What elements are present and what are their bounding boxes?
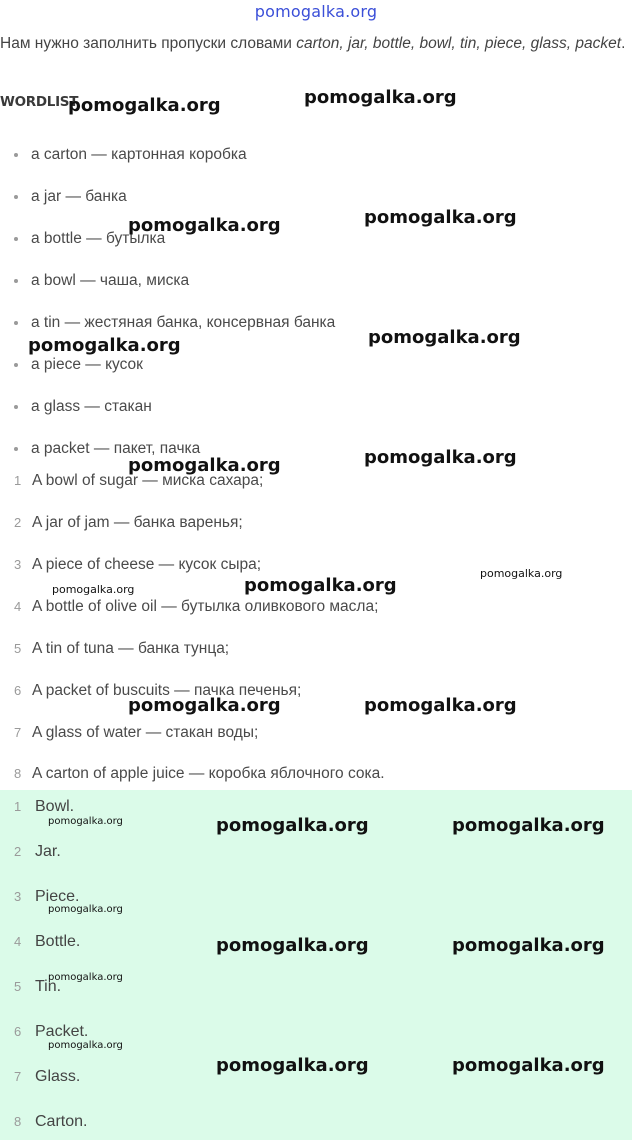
answer-text: Packet. (35, 1023, 89, 1040)
answer-number: 8 (14, 1114, 22, 1129)
answers-panel (0, 790, 632, 1140)
phrase-item (14, 556, 261, 574)
intro-text: Нам нужно заполнить пропуски словами (0, 35, 297, 52)
bullet-icon (14, 321, 18, 325)
watermark: pomogalka.org (28, 335, 181, 356)
phrase-item (14, 598, 378, 616)
site-logo[interactable]: pomogalka.org (254, 2, 378, 21)
bullet-icon (14, 363, 18, 367)
answer-item (14, 1113, 87, 1131)
task-intro (0, 28, 628, 60)
bullet-icon (14, 153, 18, 157)
phrase-text: A carton of apple juice — коробка яблочного сока. (32, 765, 385, 782)
phrase-item (14, 765, 385, 783)
answer-item (14, 798, 74, 816)
phrase-text: A tin of tuna — банка тунца; (32, 640, 230, 657)
list-item (14, 146, 247, 164)
watermark: pomogalka.org (48, 1040, 123, 1051)
list-item (14, 272, 189, 290)
watermark: pomogalka.org (244, 575, 397, 596)
answer-item (14, 1068, 80, 1086)
watermark: pomogalka.org (128, 215, 281, 236)
phrase-number: 1 (14, 473, 22, 488)
phrase-text: A piece of cheese — кусок сыра; (32, 556, 262, 573)
answer-text: Jar. (35, 843, 61, 860)
phrase-text: A jar of jam — банка варенья; (32, 514, 243, 531)
list-item (14, 188, 127, 206)
answer-number: 6 (14, 1024, 22, 1039)
answer-number: 1 (14, 799, 22, 814)
watermark: pomogalka.org (452, 1055, 605, 1076)
phrase-number: 7 (14, 725, 22, 740)
phrase-item (14, 514, 243, 532)
bullet-icon (14, 447, 18, 451)
answer-item (14, 843, 61, 861)
watermark: pomogalka.org (216, 935, 369, 956)
bullet-icon (14, 405, 18, 409)
watermark: pomogalka.org (364, 207, 517, 228)
phrase-item (14, 640, 229, 658)
answer-text: Bowl. (35, 798, 75, 815)
watermark: pomogalka.org (68, 95, 221, 116)
watermark: pomogalka.org (48, 904, 123, 915)
list-item-text: a carton — картонная коробка (31, 146, 247, 163)
bullet-icon (14, 195, 18, 199)
phrase-number: 8 (14, 766, 22, 781)
answer-text: Glass. (35, 1068, 81, 1085)
list-item (14, 314, 335, 332)
phrase-number: 5 (14, 641, 22, 656)
answer-text: Tin. (35, 978, 62, 995)
answer-number: 5 (14, 979, 22, 994)
answer-text: Piece. (35, 888, 80, 905)
watermark: pomogalka.org (364, 695, 517, 716)
list-item-text: a tin — жестяная банка, консервная банка (31, 314, 336, 331)
phrase-number: 3 (14, 557, 22, 572)
watermark: pomogalka.org (48, 816, 123, 827)
watermark: pomogalka.org (452, 935, 605, 956)
list-item (14, 398, 152, 416)
list-item-text: a glass — стакан (31, 398, 152, 415)
watermark: pomogalka.org (480, 567, 563, 580)
bullet-icon (14, 279, 18, 283)
list-item-text: a packet — пакет, пачка (31, 440, 201, 457)
watermark: pomogalka.org (364, 447, 517, 468)
answer-item (14, 1023, 88, 1041)
answer-item (14, 933, 80, 951)
answer-number: 3 (14, 889, 22, 904)
answer-number: 4 (14, 934, 22, 949)
list-item-text: a bowl — чаша, миска (31, 272, 190, 289)
list-item-text: a bottle — бутылка (31, 230, 166, 247)
answer-number: 2 (14, 844, 22, 859)
answer-text: Carton. (35, 1113, 88, 1130)
phrase-text: A packet of buscuits — пачка печенья; (32, 682, 302, 699)
answer-text: Bottle. (35, 933, 81, 950)
phrase-text: A glass of water — стакан воды; (32, 724, 259, 741)
phrase-number: 6 (14, 683, 22, 698)
list-item-text: a piece — кусок (31, 356, 143, 373)
list-item-text: a jar — банка (31, 188, 127, 205)
phrase-number: 2 (14, 515, 22, 530)
list-item (14, 356, 143, 374)
intro-words: carton, jar, bottle, bowl, tin, piece, glass, packet (296, 35, 622, 52)
watermark: pomogalka.org (216, 1055, 369, 1076)
phrase-number: 4 (14, 599, 22, 614)
phrase-text: A bottle of olive oil — бутылка оливкового масла; (32, 598, 379, 615)
watermark: pomogalka.org (128, 695, 281, 716)
watermark: pomogalka.org (48, 972, 123, 983)
watermark: pomogalka.org (368, 327, 521, 348)
answer-number: 7 (14, 1069, 22, 1084)
bullet-icon (14, 237, 18, 241)
watermark: pomogalka.org (452, 815, 605, 836)
intro-end: . (621, 35, 626, 52)
wordlist-title: WORDLIST (0, 94, 79, 110)
watermark: pomogalka.org (216, 815, 369, 836)
phrase-item (14, 724, 258, 742)
watermark: pomogalka.org (128, 455, 281, 476)
watermark: pomogalka.org (52, 583, 135, 596)
phrase-text: A bowl of sugar — миска сахара; (32, 472, 264, 489)
watermark: pomogalka.org (304, 87, 457, 108)
